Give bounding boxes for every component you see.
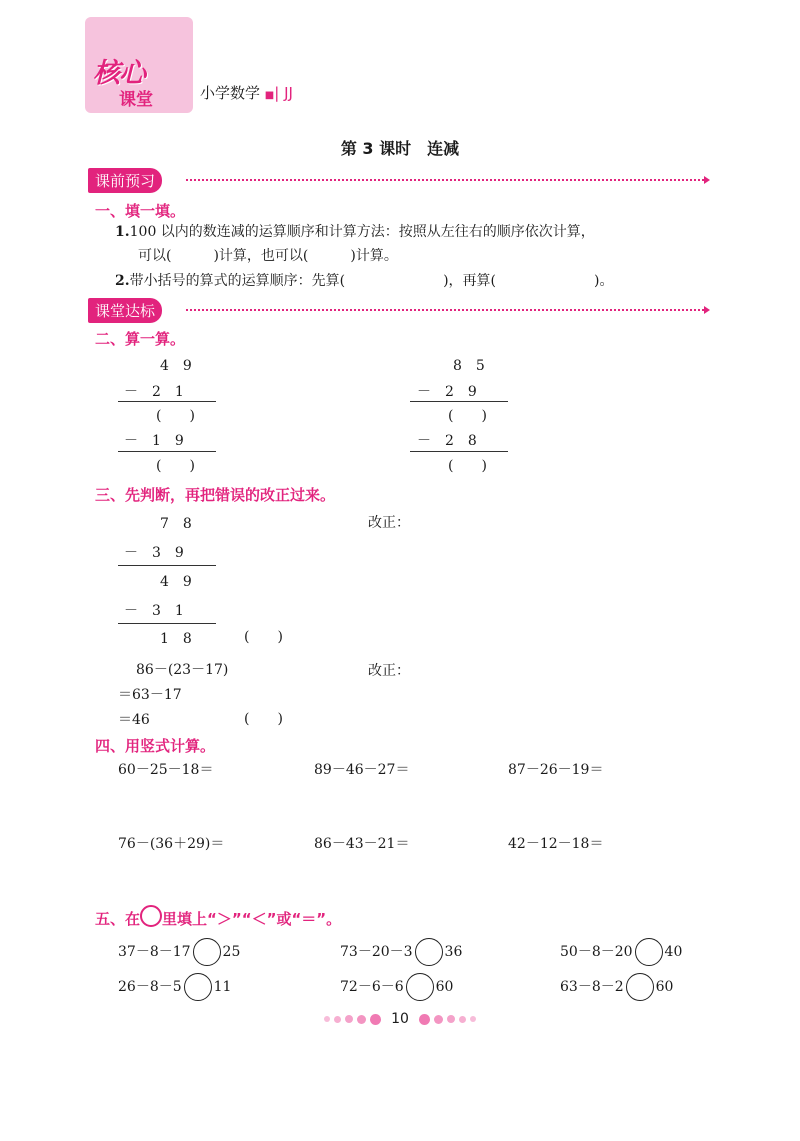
- dotted-divider: [186, 179, 704, 181]
- subject-label: 小学数学 ■| JJ: [200, 84, 293, 102]
- calc-item: 60－25－18＝: [118, 762, 214, 778]
- calc-item: 86－43－21＝: [314, 836, 410, 852]
- arrow-icon: [704, 176, 710, 184]
- answer-circle[interactable]: [635, 938, 663, 966]
- section2-heading: 二、算一算。: [95, 330, 186, 348]
- q1-line2: 可以( )计算，也可以( )计算。: [138, 248, 398, 264]
- answer-circle[interactable]: [184, 973, 212, 1001]
- tag-preview: 课前预习: [88, 168, 162, 193]
- section1-heading: 一、填一填。: [95, 202, 186, 220]
- judge-blank[interactable]: ( ): [244, 711, 283, 727]
- dotted-divider: [186, 309, 704, 311]
- fix-label: 改正：: [368, 515, 410, 531]
- calc-item: 42－12－18＝: [508, 836, 604, 852]
- compare-item: 50－8－20 40: [560, 938, 682, 966]
- logo-text-sub: 课堂: [119, 90, 153, 110]
- compare-item: 72－6－6 60: [340, 973, 453, 1001]
- divider-icon: ■: [264, 90, 275, 101]
- subject-name: 小学数学: [200, 84, 261, 102]
- section5-heading: 五、在 里填上“＞”“＜”或“＝”。: [95, 905, 341, 929]
- compare-item: 37－8－17 25: [118, 938, 240, 966]
- page-number: 10: [391, 1011, 409, 1027]
- page-footer: [0, 1011, 800, 1027]
- calc-item: 89－46－27＝: [314, 762, 410, 778]
- q2: 2.带小括号的算式的运算顺序：先算( )，再算( )。: [115, 273, 614, 289]
- section4-heading: 四、用竖式计算。: [95, 737, 216, 755]
- lesson-title: 第 3 课时 连减: [340, 139, 460, 158]
- answer-circle[interactable]: [415, 938, 443, 966]
- judge-blank[interactable]: ( ): [244, 629, 283, 645]
- calc-item: 76－(36＋29)＝: [118, 836, 225, 852]
- calc-item: 87－26－19＝: [508, 762, 604, 778]
- answer-circle[interactable]: [406, 973, 434, 1001]
- edition-label: JJ: [284, 84, 293, 102]
- compare-item: 26－8－5 11: [118, 973, 231, 1001]
- logo-text-main: 核心: [93, 58, 145, 89]
- fix-label: 改正：: [368, 663, 410, 679]
- tag-practice: 课堂达标: [88, 298, 162, 323]
- compare-item: 63－8－2 60: [560, 973, 673, 1001]
- q1-line1: 1.100 以内的数连减的运算顺序和计算方法：按照从左往右的顺序依次计算，: [115, 224, 595, 240]
- compare-item: 73－20－3 36: [340, 938, 462, 966]
- dot-icon: [470, 1016, 476, 1022]
- answer-circle[interactable]: [193, 938, 221, 966]
- logo: [85, 17, 193, 113]
- dot-icon: [324, 1016, 330, 1022]
- section3-heading: 三、先判断，再把错误的改正过来。: [95, 486, 336, 504]
- circle-icon: [140, 905, 162, 927]
- answer-circle[interactable]: [626, 973, 654, 1001]
- arrow-icon: [704, 306, 710, 314]
